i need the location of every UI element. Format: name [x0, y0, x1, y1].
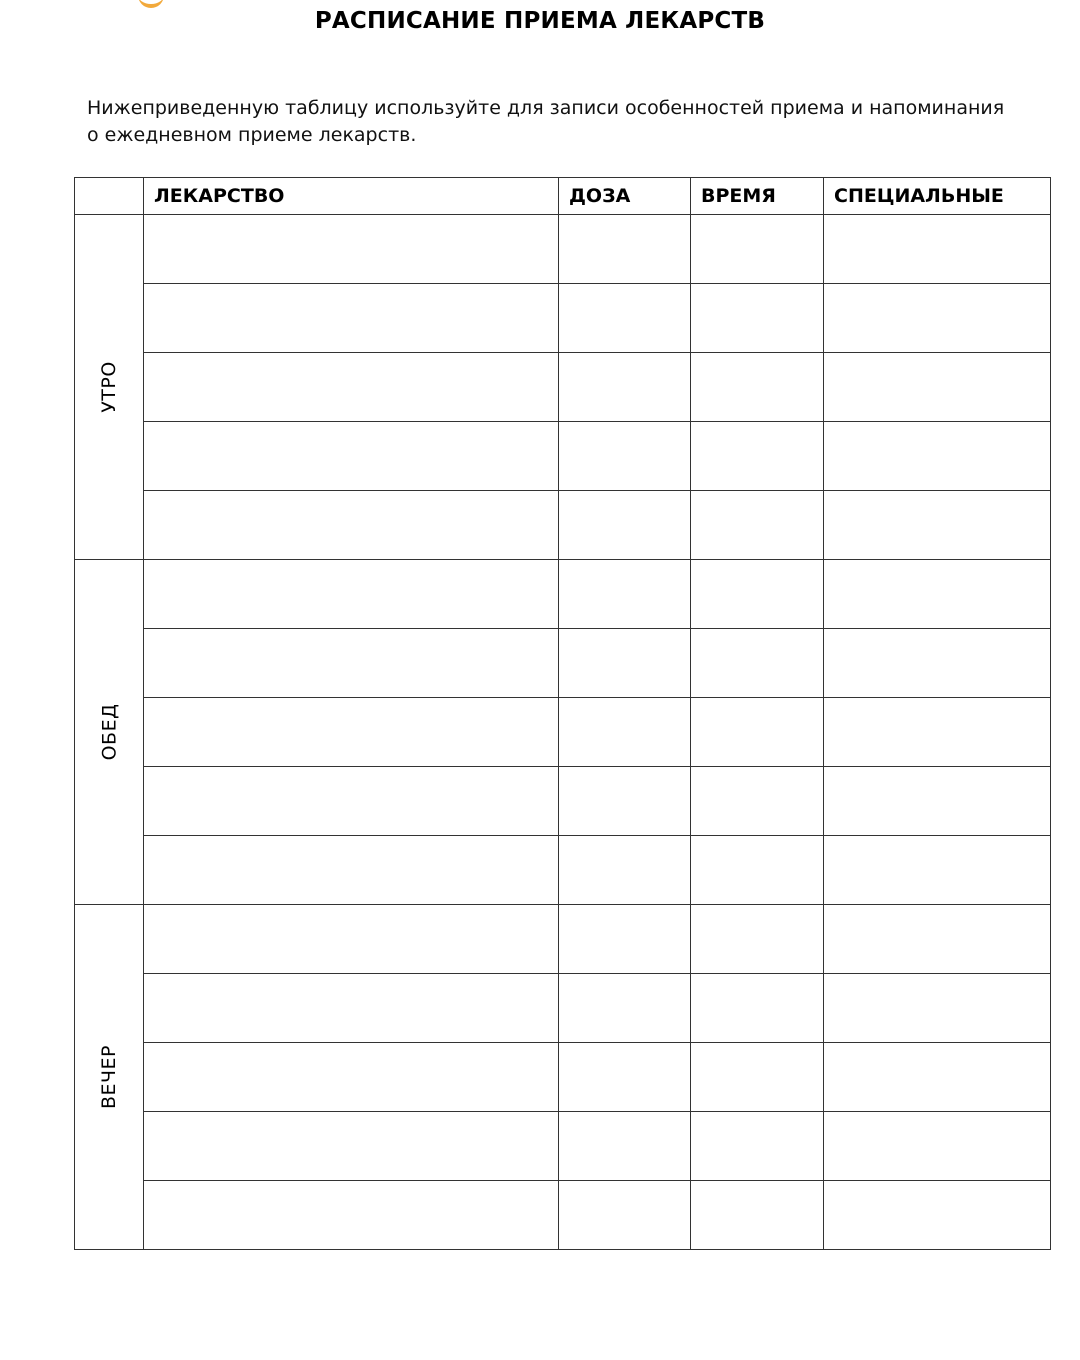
header-time: ВРЕМЯ — [691, 178, 824, 215]
cell-dose[interactable] — [559, 1181, 691, 1250]
cell-special[interactable] — [824, 974, 1051, 1043]
cell-medication[interactable] — [144, 491, 559, 560]
cell-special[interactable] — [824, 1112, 1051, 1181]
table-row — [75, 905, 1051, 974]
cell-dose[interactable] — [559, 560, 691, 629]
cell-time[interactable] — [691, 1112, 824, 1181]
cell-dose[interactable] — [559, 215, 691, 284]
cell-dose[interactable] — [559, 353, 691, 422]
cell-medication[interactable] — [144, 836, 559, 905]
cell-time[interactable] — [691, 215, 824, 284]
cell-medication[interactable] — [144, 422, 559, 491]
period-label: ОБЕД — [98, 703, 120, 761]
cell-medication[interactable] — [144, 560, 559, 629]
cell-time[interactable] — [691, 767, 824, 836]
intro-text: Нижеприведенную таблицу используйте для записи особенностей приема и напоминания о ежедневном приеме лекарств. — [87, 97, 1005, 146]
cell-dose[interactable] — [559, 905, 691, 974]
period-label: УТРО — [97, 361, 120, 413]
table-row — [75, 629, 1051, 698]
cell-special[interactable] — [824, 215, 1051, 284]
cell-dose[interactable] — [559, 422, 691, 491]
cell-medication[interactable] — [144, 1181, 559, 1250]
cell-time[interactable] — [691, 629, 824, 698]
cell-time[interactable] — [691, 974, 824, 1043]
period-label: ВЕЧЕР — [98, 1044, 120, 1110]
table-row — [75, 836, 1051, 905]
period-cell — [75, 560, 144, 905]
table-row — [75, 284, 1051, 353]
cell-time[interactable] — [691, 422, 824, 491]
table-row — [75, 767, 1051, 836]
corner-decoration — [138, 0, 164, 8]
cell-special[interactable] — [824, 767, 1051, 836]
table-row — [75, 491, 1051, 560]
table-row — [75, 422, 1051, 491]
table-row — [75, 560, 1051, 629]
cell-special[interactable] — [824, 353, 1051, 422]
table-row — [75, 974, 1051, 1043]
header-period — [75, 178, 144, 215]
cell-dose[interactable] — [559, 698, 691, 767]
header-row — [75, 178, 1051, 215]
cell-medication[interactable] — [144, 353, 559, 422]
cell-dose[interactable] — [559, 1112, 691, 1181]
cell-medication[interactable] — [144, 1112, 559, 1181]
cell-time[interactable] — [691, 284, 824, 353]
table-row — [75, 1112, 1051, 1181]
cell-time[interactable] — [691, 698, 824, 767]
cell-special[interactable] — [824, 905, 1051, 974]
cell-special[interactable] — [824, 629, 1051, 698]
table-row — [75, 215, 1051, 284]
cell-time[interactable] — [691, 836, 824, 905]
cell-dose[interactable] — [559, 284, 691, 353]
table-row — [75, 353, 1051, 422]
cell-medication[interactable] — [144, 284, 559, 353]
cell-dose[interactable] — [559, 836, 691, 905]
cell-medication[interactable] — [144, 974, 559, 1043]
cell-special[interactable] — [824, 284, 1051, 353]
table-row — [75, 698, 1051, 767]
cell-dose[interactable] — [559, 767, 691, 836]
cell-dose[interactable] — [559, 974, 691, 1043]
cell-dose[interactable] — [559, 491, 691, 560]
cell-time[interactable] — [691, 1181, 824, 1250]
cell-time[interactable] — [691, 560, 824, 629]
cell-special[interactable] — [824, 1043, 1051, 1112]
cell-special[interactable] — [824, 422, 1051, 491]
header-medication: ЛЕКАРСТВО — [144, 178, 559, 215]
cell-medication[interactable] — [144, 905, 559, 974]
medication-schedule-table — [74, 177, 1051, 1250]
schedule-body — [75, 215, 1051, 1250]
cell-medication[interactable] — [144, 1043, 559, 1112]
table-row — [75, 1043, 1051, 1112]
period-cell — [75, 215, 144, 560]
cell-special[interactable] — [824, 560, 1051, 629]
cell-medication[interactable] — [144, 215, 559, 284]
header-special: СПЕЦИАЛЬНЫЕ — [824, 178, 1051, 215]
cell-time[interactable] — [691, 353, 824, 422]
cell-special[interactable] — [824, 836, 1051, 905]
cell-time[interactable] — [691, 905, 824, 974]
cell-dose[interactable] — [559, 629, 691, 698]
cell-special[interactable] — [824, 1181, 1051, 1250]
cell-medication[interactable] — [144, 698, 559, 767]
table-row — [75, 1181, 1051, 1250]
cell-time[interactable] — [691, 1043, 824, 1112]
cell-medication[interactable] — [144, 629, 559, 698]
cell-dose[interactable] — [559, 1043, 691, 1112]
cell-special[interactable] — [824, 491, 1051, 560]
period-cell — [75, 905, 144, 1250]
cell-time[interactable] — [691, 491, 824, 560]
cell-medication[interactable] — [144, 767, 559, 836]
header-dose: ДОЗА — [559, 178, 691, 215]
cell-special[interactable] — [824, 698, 1051, 767]
page-title: РАСПИСАНИЕ ПРИЕМА ЛЕКАРСТВ — [314, 8, 766, 34]
